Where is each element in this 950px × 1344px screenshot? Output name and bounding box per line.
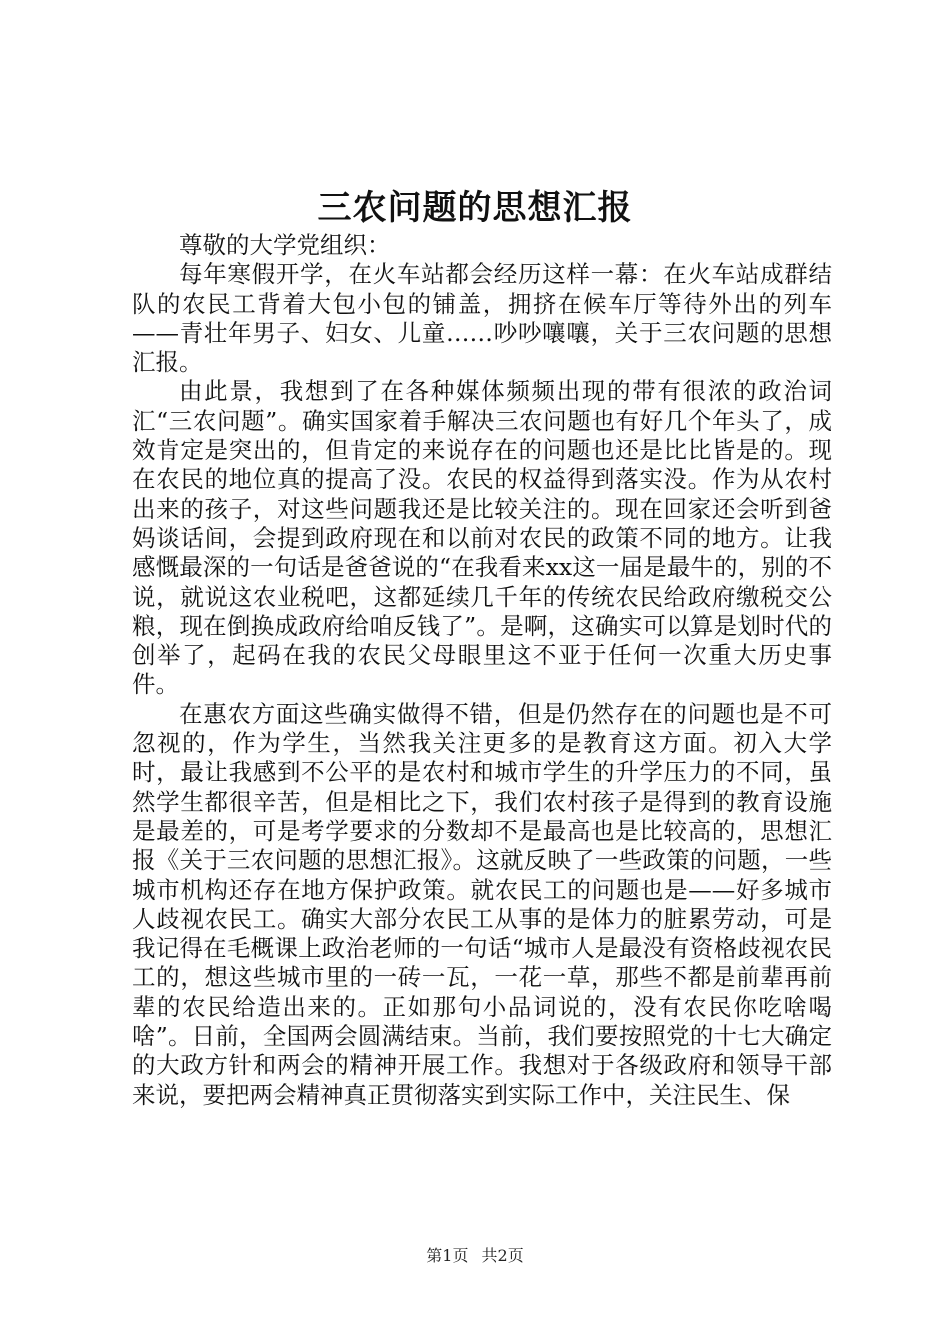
paragraph: 在惠农方面这些确实做得不错，但是仍然存在的问题也是不可忽视的，作为学生，当然我关注更多的是教育这方面。初入大学时，最让我感到不公平的是农村和城市学生的升学压力的不同，虽然学生都很辛苦，但是相比之下，我们农村孩子是得到的教育设施是最差的，可是考学要求的分数却不是最高也是比较高的，思想汇报《关于三农问题的思想汇报》。这就反映了一些政策的问题，一些城市机构还存在地方保护政策。就农民工的问题也是——好多城市人歧视农民工。确实大部分农民工从事的是体力的脏累劳动，可是我记得在毛概课上政治老师的一句话“城市人是最没有资格歧视农民工的，想这些城市里的一砖一瓦，一花一草，那些不都是前辈再前辈的农民给造出来的。正如那句小品词说的，没有农民你吃啥喝啥”。日前，全国两会圆满结束。当前，我们要按照党的十七大确定的大政方针和两会的精神开展工作。我想对于各级政府和领导干部来说，要把两会精神真正贯彻落实到实际工作中，关注民生、保 bbox=[132, 699, 832, 1109]
page-title: 三农问题的思想汇报 bbox=[317, 188, 633, 228]
page-number-total: 共2页 bbox=[481, 1246, 524, 1265]
paragraph: 每年寒假开学，在火车站都会经历这样一幕：在火车站成群结队的农民工背着大包小包的铺盖，拥挤在候车厅等待外出的列车——青壮年男子、妇女、儿童……吵吵嚷嚷，关于三农问题的思想汇报。 bbox=[132, 260, 832, 377]
salutation: 尊敬的大学党组织： bbox=[179, 231, 391, 259]
paragraph: 由此景，我想到了在各种媒体频频出现的带有很浓的政治词汇“三农问题”。确实国家着手解决三农问题也有好几个年头了，成效肯定是突出的，但肯定的来说存在的问题也还是比比皆是的。现在农民的地位真的提高了没。农民的权益得到落实没。作为从农村出来的孩子，对这些问题我还是比较关注的。现在回家还会听到爸妈谈话间，会提到政府现在和以前对农民的政策不同的地方。让我感慨最深的一句话是爸爸说的“在我看来xx这一届是最牛的，别的不说，就说这农业税吧，这都延续几千年的传统农民给政府缴税交公粮，现在倒换成政府给咱反钱了”。是啊，这确实可以算是划时代的创举了，起码在我的农民父母眼里这不亚于任何一次重大历史事件。 bbox=[132, 377, 832, 699]
page-number-current: 第1页 bbox=[426, 1246, 469, 1265]
document-body bbox=[132, 231, 832, 1110]
page-footer bbox=[0, 1245, 950, 1267]
